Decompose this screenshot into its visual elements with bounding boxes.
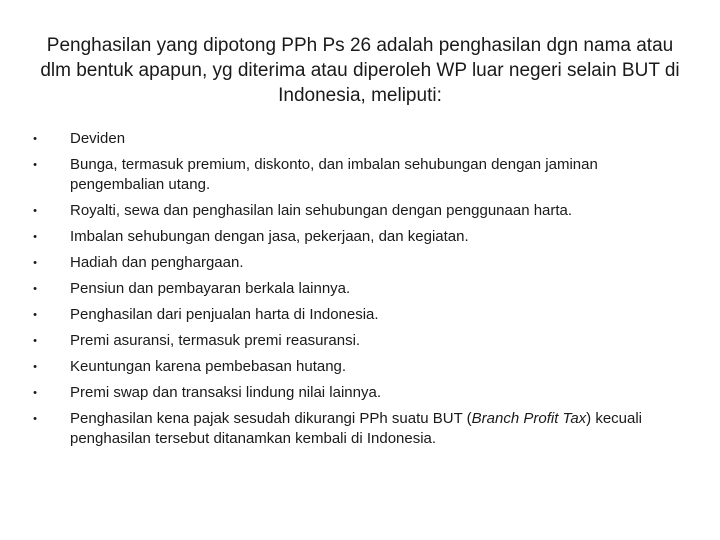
list-item-text: Bunga, termasuk premium, diskonto, dan imbalan sehubungan dengan jaminan pengembalian utang. — [70, 156, 598, 193]
list-item — [30, 409, 680, 449]
list-item-text: Pensiun dan pembayaran berkala lainnya. — [70, 280, 351, 297]
list-item-text-after: ) kecuali penghasilan tersebut ditanamkan kembali di Indonesia. — [70, 410, 643, 447]
bullet-icon: • — [33, 283, 37, 295]
list-item-text-italic: Branch Profit Tax — [471, 410, 587, 427]
list-item — [30, 253, 680, 273]
list-item — [30, 305, 680, 325]
bullet-icon: • — [33, 231, 37, 243]
list-item-text — [70, 410, 642, 447]
bullet-icon: • — [33, 335, 37, 347]
list-item — [30, 155, 680, 195]
bullet-icon: • — [33, 361, 37, 373]
bullet-icon: • — [33, 413, 37, 425]
list-item-text: Keuntungan karena pembebasan hutang. — [70, 358, 347, 375]
bullet-icon: • — [33, 205, 37, 217]
bullet-list — [30, 129, 680, 455]
list-item-text: Premi asuransi, termasuk premi reasuransi. — [70, 332, 361, 349]
list-item-text: Royalti, sewa dan penghasilan lain sehubungan dengan penggunaan harta. — [70, 202, 573, 219]
slide-title: Penghasilan yang dipotong PPh Ps 26 adalah penghasilan dgn nama atau dlm bentuk apapun, yg diterima atau diperoleh WP luar negeri selain BUT di Indonesia, meliputi: — [40, 35, 680, 106]
list-item-text: Hadiah dan penghargaan. — [70, 254, 244, 271]
list-item-text: Penghasilan dari penjualan harta di Indonesia. — [70, 306, 379, 323]
list-item — [30, 383, 680, 403]
bullet-icon: • — [33, 159, 37, 171]
list-item-text-before: Penghasilan kena pajak sesudah dikurangi PPh suatu BUT ( — [70, 410, 472, 427]
bullet-icon: • — [33, 387, 37, 399]
list-item — [30, 331, 680, 351]
list-item — [30, 129, 680, 149]
bullet-icon: • — [33, 309, 37, 321]
list-item-text: Deviden — [70, 130, 126, 147]
list-item — [30, 279, 680, 299]
bullet-icon: • — [33, 133, 37, 145]
list-item — [30, 227, 680, 247]
list-item-text: Imbalan sehubungan dengan jasa, pekerjaan, dan kegiatan. — [70, 228, 469, 245]
bullet-icon: • — [33, 257, 37, 269]
list-item-text: Premi swap dan transaksi lindung nilai lainnya. — [70, 384, 382, 401]
list-item — [30, 357, 680, 377]
list-item — [30, 201, 680, 221]
